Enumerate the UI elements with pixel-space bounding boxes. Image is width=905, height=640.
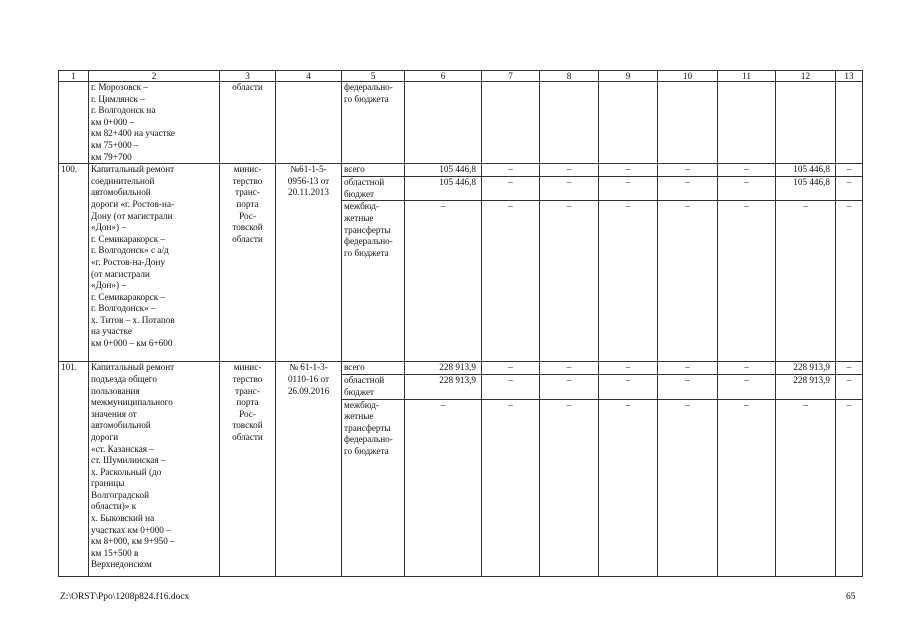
value-cell: – [482, 201, 540, 362]
value-cell: 105 446,8 [776, 164, 836, 177]
table-row [59, 164, 863, 177]
value-cell: – [658, 177, 718, 201]
value-cell: 228 913,9 [776, 375, 836, 399]
value-cell: – [718, 164, 776, 177]
col-header: 12 [776, 71, 836, 82]
value-cell: – [599, 399, 658, 576]
column-header-row [59, 71, 863, 82]
value-cell: – [405, 201, 482, 362]
value-cell: – [836, 177, 863, 201]
col-header: 7 [482, 71, 540, 82]
value-cell: – [405, 399, 482, 576]
value-cell: – [836, 201, 863, 362]
value-cell: – [482, 375, 540, 399]
value-cell: – [836, 164, 863, 177]
value-cell: – [540, 201, 599, 362]
value-cell: – [599, 201, 658, 362]
value-cell: – [540, 375, 599, 399]
organization: минис- терство транс- порта Рос- товской области [220, 164, 276, 362]
funding-source: федерально- го бюджета [342, 82, 405, 164]
object-name: Капитальный ремонт подъезда общего пользования межмуниципального значения от автомобильной дороги «ст. Казанская – ст. Шумилинская – х. Раскольный (до границы Волгоградской области)» к х. Быковский на участках км 0+000 – км 8+000, км 9+950 – км 15+500 в Верхнедонском [89, 362, 220, 576]
col-header: 10 [658, 71, 718, 82]
col-header: 6 [405, 71, 482, 82]
value-cell: – [540, 399, 599, 576]
organization: области [220, 82, 276, 164]
value-cell: – [836, 362, 863, 375]
value-cell: – [482, 399, 540, 576]
value-cell: – [540, 177, 599, 201]
value-cell: – [599, 177, 658, 201]
file-path: Z:\ORST\Ppo\1208p824.f16.docx [60, 592, 190, 602]
row-number: 101. [59, 362, 89, 576]
value-cell: – [482, 164, 540, 177]
value-cell: 228 913,9 [776, 362, 836, 375]
value-cell: – [599, 164, 658, 177]
value-cell: – [718, 177, 776, 201]
budget-table [58, 70, 863, 577]
funding-source: всего [342, 362, 405, 375]
value-cell: – [658, 399, 718, 576]
value-cell: – [482, 362, 540, 375]
table-row [59, 82, 863, 164]
value-cell: – [836, 399, 863, 576]
value-cell: 105 446,8 [776, 177, 836, 201]
value-cell: – [599, 375, 658, 399]
col-header: 11 [718, 71, 776, 82]
row-number: 100. [59, 164, 89, 362]
value-cell: – [776, 399, 836, 576]
value-cell: – [776, 201, 836, 362]
value-cell: – [658, 375, 718, 399]
col-header: 2 [89, 71, 220, 82]
document-ref: №61-1-5- 0956-13 от 20.11.2013 [276, 164, 342, 362]
col-header: 1 [59, 71, 89, 82]
value-cell: – [482, 177, 540, 201]
value-cell: 105 446,8 [405, 164, 482, 177]
col-header: 3 [220, 71, 276, 82]
value-cell: – [658, 164, 718, 177]
value-cell: – [540, 362, 599, 375]
value-cell: – [658, 201, 718, 362]
value-cell: 105 446,8 [405, 177, 482, 201]
col-header: 13 [836, 71, 863, 82]
value-cell: – [718, 375, 776, 399]
value-cell: 228 913,9 [405, 375, 482, 399]
col-header: 9 [599, 71, 658, 82]
table-row [59, 362, 863, 375]
value-cell: 228 913,9 [405, 362, 482, 375]
value-cell: – [718, 201, 776, 362]
value-cell: – [658, 362, 718, 375]
document-ref: № 61-1-3- 0110-16 от 26.09.2016 [276, 362, 342, 576]
funding-source: межбюд- жетные трансферты федерально- го бюджета [342, 201, 405, 362]
object-name: г. Морозовск – г. Цимлянск – г. Волгодонск на км 0+000 – км 82+400 на участке км 75+000 – км 79+700 [89, 82, 220, 164]
value-cell: – [599, 362, 658, 375]
col-header: 8 [540, 71, 599, 82]
value-cell: – [540, 164, 599, 177]
col-header: 4 [276, 71, 342, 82]
value-cell: – [718, 362, 776, 375]
object-name: Капитальный ремонт соединительной автомобильной дороги «г. Ростов-на- Дону (от магистрали «Дон») – г. Семикаракорск – г. Волгодонск» с а/д «г. Ростов-на-Дону (от магистрали «Дон») – г. Семикаракорск – г. Волгодонск» – х. Титов – х. Потапов на участке км 0+000 – км 6+600 [89, 164, 220, 362]
page-number: 65 [846, 592, 856, 602]
funding-source: областной бюджет [342, 375, 405, 399]
col-header: 5 [342, 71, 405, 82]
funding-source: всего [342, 164, 405, 177]
funding-source: межбюд- жетные трансферты федерально- го бюджета [342, 399, 405, 576]
organization: минис- терство транс- порта Рос- товской области [220, 362, 276, 576]
value-cell: – [718, 399, 776, 576]
funding-source: областной бюджет [342, 177, 405, 201]
value-cell: – [836, 375, 863, 399]
